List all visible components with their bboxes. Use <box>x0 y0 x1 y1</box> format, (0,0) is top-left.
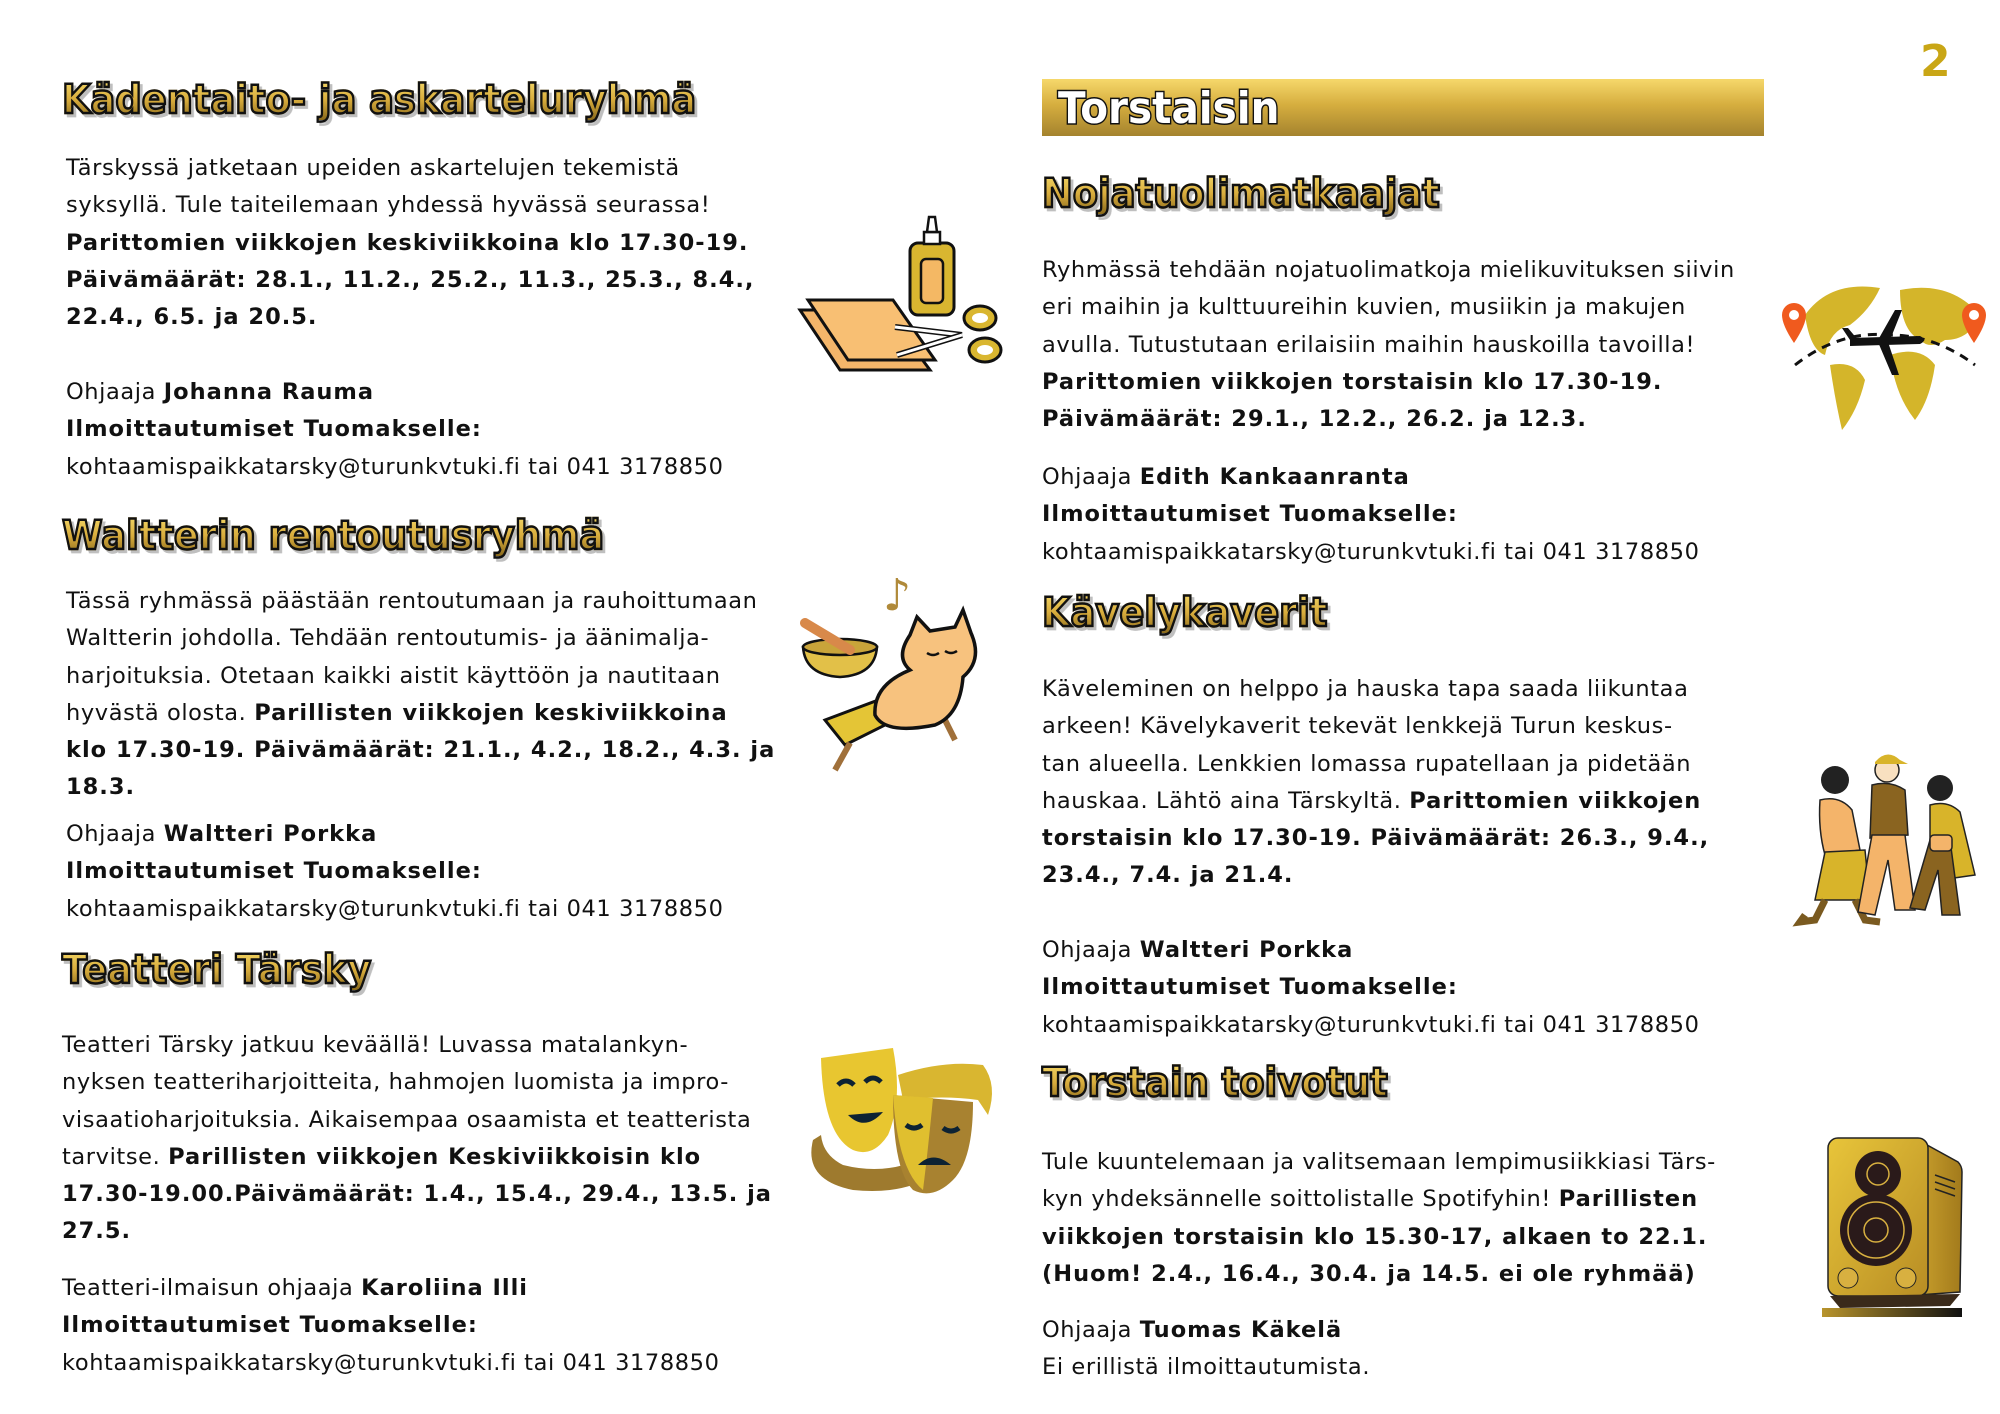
dates-line: 23.4., 7.4. ja 21.4. <box>1042 862 1294 889</box>
theatre-masks-icon <box>793 1040 1008 1200</box>
text-line: nyksen teatteriharjoitteita, hahmojen luomista ja impro- <box>62 1069 729 1096</box>
theatre-description <box>62 1027 772 1251</box>
leader-name: Waltteri Porkka <box>1139 937 1354 963</box>
leader-line: Ohjaaja Waltteri Porkka <box>66 821 378 847</box>
contact-info[interactable]: kohtaamispaikkatarsky@turunkvtuki.fi tai 041 3178850 <box>66 453 724 480</box>
world-map-plane-icon <box>1770 270 1995 435</box>
crafts-heading: Kädentaito- ja askarteluryhmä <box>62 77 697 123</box>
signup-label: Ilmoittautumiset Tuomakselle: <box>1042 501 1458 528</box>
leader-line: Ohjaaja Johanna Rauma <box>66 379 375 405</box>
leader-name: Waltteri Porkka <box>163 821 378 847</box>
speaker-icon <box>1810 1130 1970 1320</box>
armchair-heading: Nojatuolimatkaajat <box>1042 171 1440 217</box>
text-line: harjoituksia. Otetaan kaikki aistit käyttöön ja nautitaan <box>66 662 721 689</box>
crafts-description <box>66 150 754 336</box>
text-line: Teatteri Tärsky jatkuu keväällä! Luvassa matalankyn- <box>62 1032 689 1058</box>
relax-contact-block <box>66 816 724 928</box>
leader-name: Edith Kankaanranta <box>1139 464 1410 490</box>
schedule-line: hyvästä olosta. Parillisten viikkojen keskiviikkoina <box>66 699 728 726</box>
walking-description <box>1042 671 1709 895</box>
signup-label: Ilmoittautumiset Tuomakselle: <box>66 858 482 885</box>
text-line: Ryhmässä tehdään nojatuolimatkoja mielikuvituksen siivin <box>1042 257 1735 283</box>
signup-label: Ilmoittautumiset Tuomakselle: <box>62 1312 478 1339</box>
theatre-heading: Teatteri Tärsky <box>62 947 372 993</box>
armchair-contact-block <box>1042 459 1700 571</box>
relaxing-cat-icon <box>795 565 1005 780</box>
relax-description <box>66 583 775 807</box>
schedule-line: Parittomien viikkojen torstaisin klo 17.30-19. <box>1042 368 1663 395</box>
dates-line: 18.3. <box>66 774 136 801</box>
contact-info[interactable]: kohtaamispaikkatarsky@turunkvtuki.fi tai 041 3178850 <box>1042 1011 1700 1038</box>
walking-heading: Kävelykaverit <box>1042 590 1328 636</box>
schedule-line: kyn yhdeksännelle soittolistalle Spotifyhin! Parillisten <box>1042 1186 1699 1213</box>
requests-description <box>1042 1144 1716 1293</box>
leader-line: Ohjaaja Edith Kankaanranta <box>1042 464 1410 490</box>
dates-line: Päivämäärät: 28.1., 11.2., 25.2., 11.3., 25.3., 8.4., <box>66 266 755 293</box>
page-number: 2 <box>1920 36 1951 87</box>
signup-note: Ei erillistä ilmoittautumista. <box>1042 1354 1371 1381</box>
text-line: Käveleminen on helppo ja hauska tapa saada liikuntaa <box>1042 676 1689 702</box>
leader-line: Ohjaaja Waltteri Porkka <box>1042 937 1354 963</box>
schedule-line: hauskaa. Lähtö aina Tärskyltä. Parittomien viikkojen <box>1042 787 1702 814</box>
leader-name: Johanna Rauma <box>163 379 375 405</box>
craft-supplies-icon <box>790 195 1010 375</box>
dates-line: 22.4., 6.5. ja 20.5. <box>66 304 318 331</box>
text-line: Waltterin johdolla. Tehdään rentoutumis- ja äänimalja- <box>66 625 710 652</box>
leader-name: Karoliina Illi <box>361 1275 529 1301</box>
text-line: syksyllä. Tule taiteilemaan yhdessä hyvässä seurassa! <box>66 192 711 219</box>
text-line: avulla. Tutustutaan erilaisiin maihin hauskoilla tavoilla! <box>1042 331 1696 358</box>
crafts-contact-block <box>66 374 724 486</box>
signup-label: Ilmoittautumiset Tuomakselle: <box>66 416 482 443</box>
dates-line: 27.5. <box>62 1218 132 1245</box>
dates-line: torstaisin klo 17.30-19. Päivämäärät: 26.3., 9.4., <box>1042 825 1710 852</box>
schedule-line: tarvitse. Parillisten viikkojen Keskiviikkoisin klo <box>62 1143 702 1170</box>
text-line: Tärskyssä jatketaan upeiden askartelujen tekemistä <box>66 155 680 181</box>
leader-line: Ohjaaja Tuomas Käkelä <box>1042 1317 1343 1343</box>
leader-line: Teatteri-ilmaisun ohjaaja Karoliina Illi <box>62 1275 529 1301</box>
contact-info[interactable]: kohtaamispaikkatarsky@turunkvtuki.fi tai 041 3178850 <box>1042 538 1700 565</box>
requests-heading: Torstain toivotut <box>1042 1060 1388 1106</box>
text-line: arkeen! Kävelykaverit tekevät lenkkejä Turun keskus- <box>1042 713 1673 740</box>
requests-contact-block <box>1042 1312 1370 1387</box>
armchair-description <box>1042 252 1735 438</box>
dates-line: 17.30-19.00.Päivämäärät: 1.4., 15.4., 29.4., 13.5. ja <box>62 1181 772 1208</box>
text-line: eri maihin ja kulttuureihin kuvien, musiikin ja makujen <box>1042 294 1686 321</box>
leader-name: Tuomas Käkelä <box>1139 1317 1343 1343</box>
walking-contact-block <box>1042 932 1700 1044</box>
text-line: Tule kuuntelemaan ja valitsemaan lempimusiikkiasi Tärs- <box>1042 1149 1716 1175</box>
contact-info[interactable]: kohtaamispaikkatarsky@turunkvtuki.fi tai 041 3178850 <box>62 1349 720 1376</box>
walking-people-icon <box>1780 740 1990 930</box>
text-line: tan alueella. Lenkkien lomassa rupatellaan ja pidetään <box>1042 750 1692 777</box>
relax-heading: Waltterin rentoutusryhmä <box>62 513 605 559</box>
text-line: visaatioharjoituksia. Aikaisempaa osaamista et teatterista <box>62 1106 752 1133</box>
dates-line: (Huom! 2.4., 16.4., 30.4. ja 14.5. ei ole ryhmää) <box>1042 1260 1696 1287</box>
section-title: Torstaisin <box>1058 83 1280 134</box>
svg-text:♪: ♪ <box>883 570 912 621</box>
contact-info[interactable]: kohtaamispaikkatarsky@turunkvtuki.fi tai 041 3178850 <box>66 895 724 922</box>
section-header-bar <box>1042 79 1764 136</box>
signup-label: Ilmoittautumiset Tuomakselle: <box>1042 974 1458 1001</box>
dates-line: klo 17.30-19. Päivämäärät: 21.1., 4.2., 18.2., 4.3. ja <box>66 737 776 764</box>
theatre-contact-block <box>62 1270 720 1382</box>
dates-line: Päivämäärät: 29.1., 12.2., 26.2. ja 12.3. <box>1042 406 1587 433</box>
text-line: Tässä ryhmässä päästään rentoutumaan ja rauhoittumaan <box>66 588 758 614</box>
schedule-line: viikkojen torstaisin klo 15.30-17, alkaen to 22.1. <box>1042 1223 1708 1250</box>
schedule-line: Parittomien viikkojen keskiviikkoina klo 17.30-19. <box>66 229 749 256</box>
